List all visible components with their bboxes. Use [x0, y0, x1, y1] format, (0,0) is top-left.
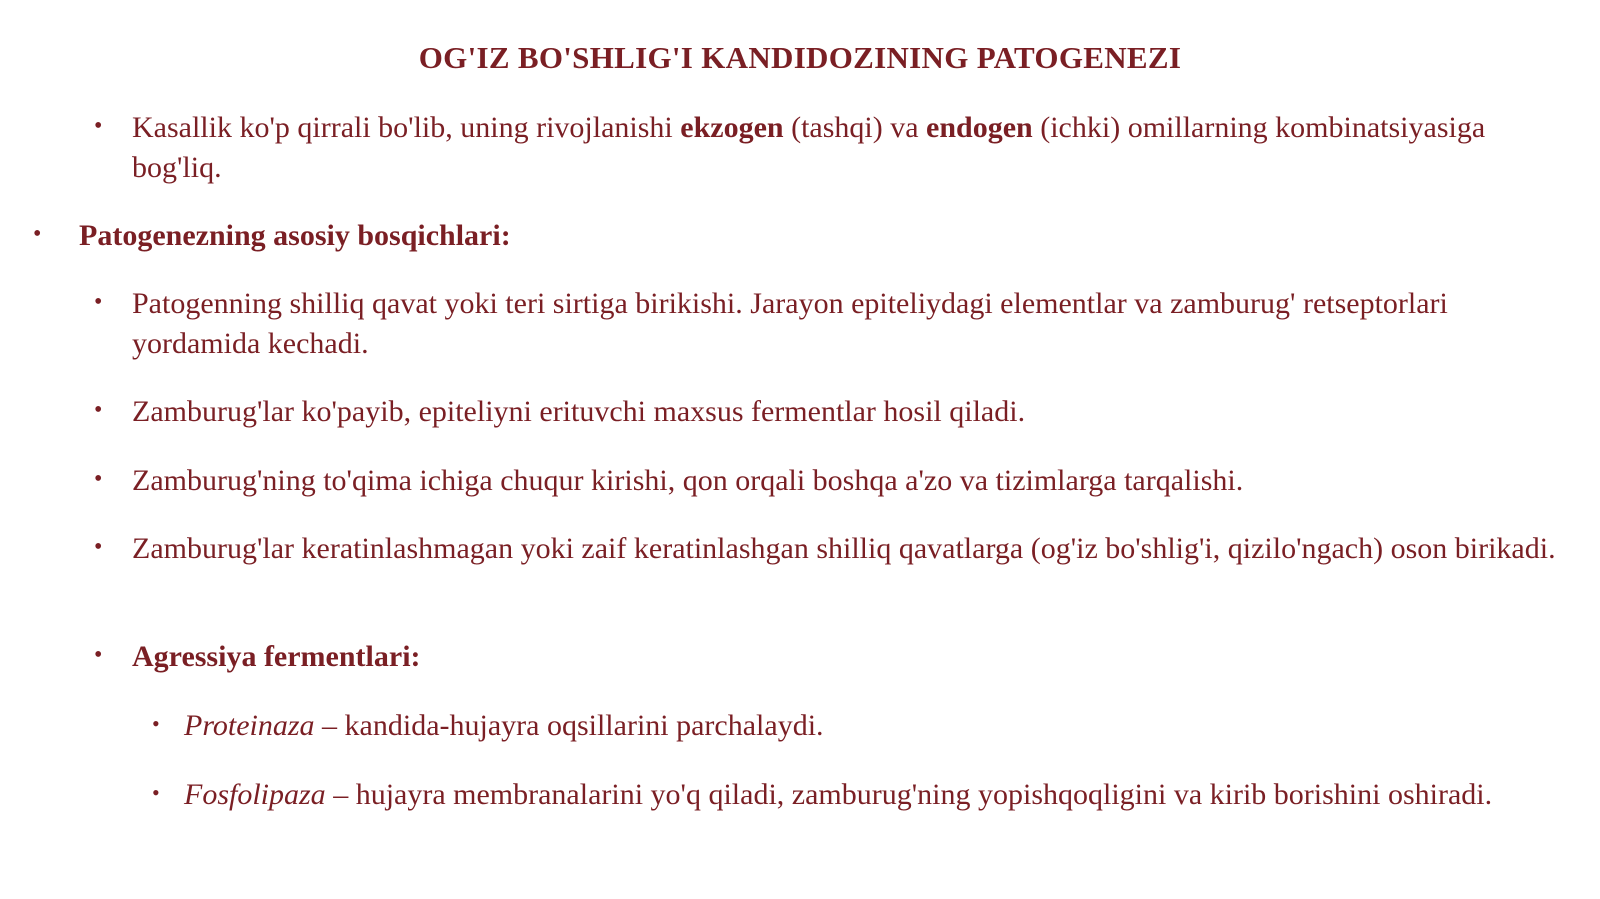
bullet-icon: • — [94, 289, 103, 315]
list-item-text: Zamburug'lar keratinlashmagan yoki zaif keratinlashgan shilliq qavatlarga (og'iz bo'shlig'i, qizilo'ngach) oson birikadi. — [132, 532, 1556, 565]
enzyme-description: – kandida-hujayra oqsillarini parchalaydi. — [314, 709, 824, 742]
section-heading: Patogenezning asosiy bosqichlari: — [79, 219, 511, 252]
intro-text-part: (ichki) omillarning kombinatsiyasiga bog'liq. — [132, 111, 1486, 184]
bullet-icon: • — [94, 534, 103, 560]
list-item-stage-invasion — [94, 461, 1562, 501]
intro-text-part: Kasallik ko'p qirrali bo'lib, uning rivojlanishi — [132, 111, 681, 144]
enzyme-name: Proteinaza — [184, 709, 315, 742]
list-item-text: Patogenning shilliq qavat yoki teri sirtiga birikishi. Jarayon epiteliydagi elementlar va zamburug' retseptorlari yordamida kechadi. — [132, 287, 1448, 360]
bullet-icon: • — [152, 711, 160, 736]
term-exogenous: ekzogen — [680, 111, 784, 144]
list-item-phospholipase — [152, 775, 1564, 815]
list-item-text: Zamburug'ning to'qima ichiga chuqur kirishi, qon orqali boshqa a'zo va tizimlarga tarqalishi. — [132, 464, 1244, 497]
subsection-heading: Agressiya fermentlari: — [132, 640, 421, 673]
list-item-stage-adhesion — [94, 284, 1562, 364]
intro-text-part: (tashqi) va — [783, 111, 927, 144]
bullet-icon: • — [94, 466, 103, 492]
enzyme-description: – hujayra membranalarini yo'q qiladi, zamburug'ning yopishqoqligini va kirib borishini oshiradi. — [325, 778, 1493, 811]
list-item-stage-multiplication — [94, 392, 1562, 432]
list-item-text — [184, 775, 1564, 815]
list-item-proteinase — [152, 706, 1564, 746]
list-item-stages-heading — [33, 216, 1559, 256]
bullet-icon: • — [94, 113, 103, 139]
term-endogenous: endogen — [926, 111, 1033, 144]
list-item-stage-attachment — [94, 529, 1562, 569]
bullet-icon: • — [33, 221, 42, 247]
list-item-intro — [94, 108, 1562, 188]
list-item-text — [184, 706, 1564, 746]
slide-title: OG'IZ BO'SHLIG'I KANDIDOZINING PATOGENEZI — [418, 40, 1182, 75]
list-item-text: Zamburug'lar ko'payib, epiteliyni erituvchi maxsus fermentlar hosil qiladi. — [132, 395, 1026, 428]
list-item-enzymes-heading — [94, 637, 1562, 677]
enzyme-name: Fosfolipaza — [184, 778, 326, 811]
list-item-text — [132, 108, 1562, 188]
bullet-icon: • — [94, 397, 103, 423]
bullet-icon: • — [94, 642, 103, 668]
bullet-icon: • — [152, 780, 160, 805]
